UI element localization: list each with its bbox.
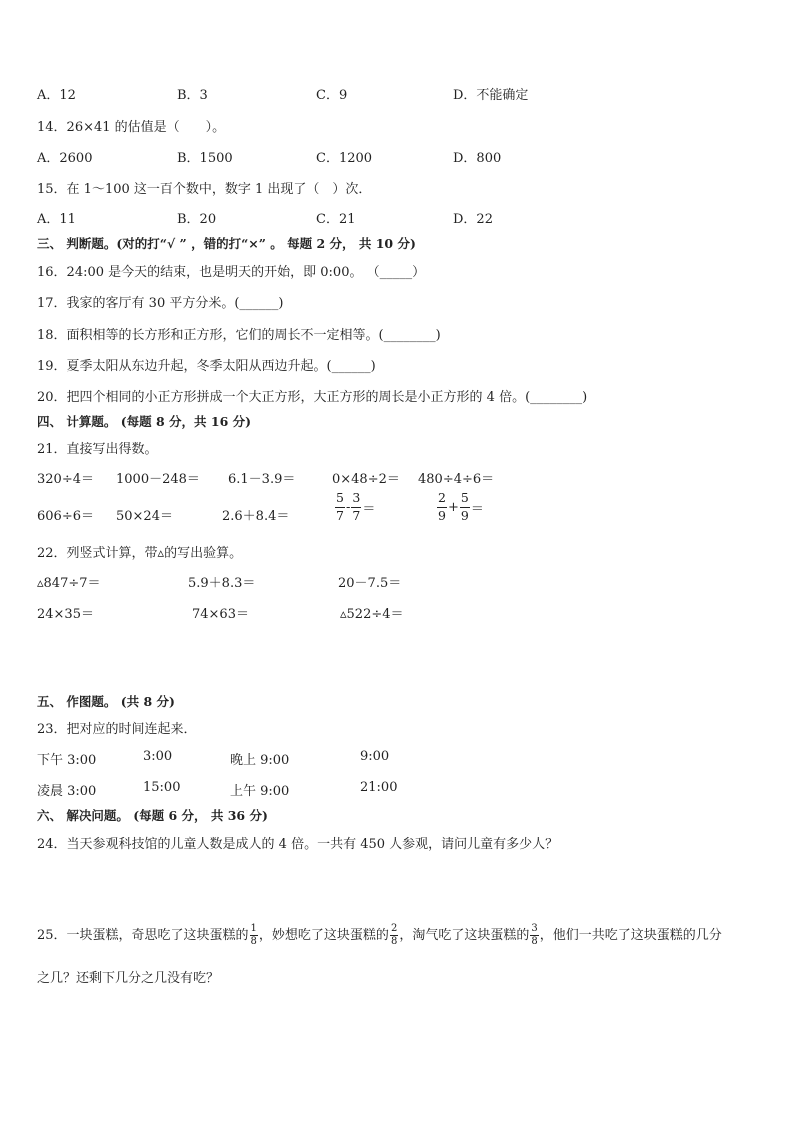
- q21-fraction-expr-1: $\frac{5}{7}$ - $\frac{3}{7}$ ＝: [336, 490, 376, 523]
- section6-heading: 六、 解决问题。 (每题 6 分， 共 36 分): [37, 808, 268, 823]
- q22-expr-6: ▵522÷4＝: [340, 607, 404, 622]
- q21-expr-3: 6.1－3.9＝: [228, 472, 296, 487]
- fraction-2-8: $\frac{2}{8}$: [390, 923, 398, 947]
- q23-title: 23．把对应的时间连起来．: [37, 722, 197, 737]
- fraction-5-9: $\frac{5}{9}$: [460, 490, 469, 523]
- q21-expr-7: 50×24＝: [116, 509, 173, 524]
- q22-expr-4: 24×35＝: [37, 607, 94, 622]
- q25-line2: 之几？还剩下几分之几没有吃？: [37, 971, 220, 986]
- section3-heading: 三、 判断题。(对的打“√ ” ，错的打“×” 。 每题 2 分， 共 10 分): [37, 236, 416, 251]
- q22-expr-1: ▵847÷7＝: [37, 576, 101, 591]
- q13-option-a: A．12: [37, 88, 76, 103]
- q21-expr-4: 0×48÷2＝: [332, 472, 400, 487]
- section5-heading: 五、 作图题。 (共 8 分): [37, 694, 175, 709]
- time-afternoon-3: 下午 3:00: [37, 753, 97, 768]
- q14-question: 14．26×41 的估值是（ ）。: [37, 120, 226, 135]
- q22-title: 22．列竖式计算，带▵的写出验算。: [37, 546, 243, 561]
- time-early-morning-3: 凌晨 3:00: [37, 784, 97, 799]
- q15-option-a: A．11: [37, 212, 76, 227]
- q17: 17．我家的客厅有 30 平方分米。(______): [37, 296, 284, 311]
- q22-expr-3: 20－7.5＝: [338, 576, 402, 591]
- q21-expr-2: 1000－248＝: [116, 472, 200, 487]
- q15-option-d: D．22: [453, 212, 493, 227]
- time-morning-9: 上午 9:00: [230, 784, 290, 799]
- q22-expr-2: 5.9＋8.3＝: [188, 576, 256, 591]
- q13-option-d: D．不能确定: [453, 88, 529, 103]
- q21-expr-6: 606÷6＝: [37, 509, 94, 524]
- fraction-3-7: $\frac{3}{7}$: [352, 490, 361, 523]
- q21-expr-5: 480÷4÷6＝: [418, 472, 495, 487]
- fraction-2-9: $\frac{2}{9}$: [438, 490, 446, 523]
- fraction-1-8: $\frac{1}{8}$: [250, 923, 257, 947]
- fraction-3-8: $\frac{3}{8}$: [531, 923, 538, 947]
- q19: 19．夏季太阳从东边升起，冬季太阳从西边升起。(______): [37, 359, 376, 374]
- q14-option-c: C．1200: [316, 151, 373, 166]
- q13-option-c: C．9: [316, 88, 348, 103]
- q21-title: 21．直接写出得数。: [37, 442, 158, 457]
- q16: 16．24:00 是今天的结束，也是明天的开始，即 0:00。 （_____）: [37, 265, 426, 280]
- q25-line1: 25．一块蛋糕，奇思吃了这块蛋糕的 $\frac{1}{8}$ ，妙想吃了这块蛋糕的 $\frac{2}{8}$ ，淘气吃了这块蛋糕的 $\frac{3}{8}$ ，他们一共吃了这块蛋糕的几分: [37, 923, 722, 947]
- q24: 24．当天参观科技馆的儿童人数是成人的 4 倍。一共有 450 人参观，请问儿童有多少人？: [37, 837, 559, 852]
- section4-heading: 四、 计算题。 (每题 8 分，共 16 分): [37, 414, 252, 429]
- time-15-00: 15:00: [143, 780, 181, 795]
- q14-option-b: B．1500: [177, 151, 233, 166]
- q15-option-c: C．21: [316, 212, 356, 227]
- time-3-00: 3:00: [143, 749, 173, 764]
- time-21-00: 21:00: [360, 780, 398, 795]
- q22-expr-5: 74×63＝: [192, 607, 249, 622]
- q15-question: 15．在 1～100 这一百个数中，数字 1 出现了（ ）次．: [37, 182, 372, 197]
- time-evening-9: 晚上 9:00: [230, 753, 290, 768]
- q21-fraction-expr-2: $\frac{2}{9}$ + $\frac{5}{9}$ ＝: [438, 490, 484, 523]
- time-9-00: 9:00: [360, 749, 390, 764]
- q14-option-d: D．800: [453, 151, 502, 166]
- q14-option-a: A．2600: [37, 151, 93, 166]
- fraction-5-7: $\frac{5}{7}$: [336, 490, 344, 523]
- q21-expr-1: 320÷4＝: [37, 472, 94, 487]
- q18: 18．面积相等的长方形和正方形，它们的周长不一定相等。(________): [37, 328, 441, 343]
- q21-expr-8: 2.6＋8.4＝: [222, 509, 290, 524]
- q13-option-b: B．3: [177, 88, 208, 103]
- q20: 20．把四个相同的小正方形拼成一个大正方形，大正方形的周长是小正方形的 4 倍。(________): [37, 390, 588, 405]
- q15-option-b: B．20: [177, 212, 217, 227]
